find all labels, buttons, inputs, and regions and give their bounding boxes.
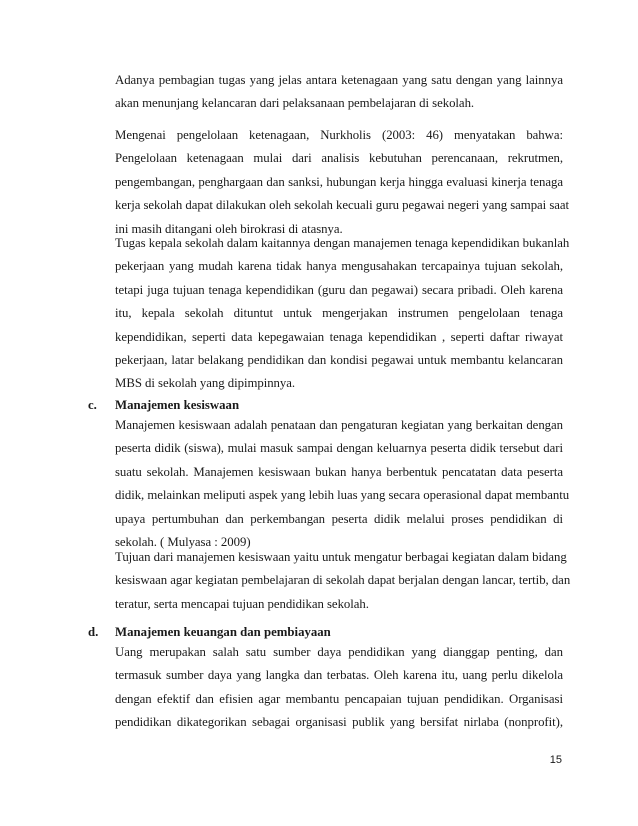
text-line: teratur, serta mencapai tujuan pendidikan sekolah. xyxy=(115,596,369,611)
text-line: Mengenai pengelolaan ketenagaan, Nurkholis (2003: 46) menyatakan bahwa: xyxy=(115,128,563,142)
paragraph-staff-management xyxy=(115,124,570,241)
text-line: upaya pertumbuhan dan perkembangan peserta didik melalui proses pendidikan di xyxy=(115,511,563,526)
paragraph-finance-management xyxy=(115,641,563,735)
text-line: Uang merupakan salah satu sumber daya pendidikan yang dianggap penting, dan xyxy=(115,645,563,659)
paragraph-student-management-goals xyxy=(115,546,571,616)
text-line: akan menunjang kelancaran dari pelaksanaan pembelajaran di sekolah. xyxy=(115,96,475,111)
text-line: itu, kepala sekolah dituntut untuk mengerjakan instrumen pengelolaan tenaga xyxy=(115,306,563,321)
paragraph-division-of-tasks xyxy=(115,69,563,116)
text-line: ini masih ditangani oleh birokrasi di atasnya. xyxy=(115,221,343,236)
text-line: kerja sekolah dapat dilakukan oleh sekolah kecuali guru pegawai negeri yang sampai saat xyxy=(115,198,570,213)
page-number: 15 xyxy=(549,754,562,766)
section-title: Manajemen keuangan dan pembiayaan xyxy=(115,625,331,639)
text-line: MBS di sekolah yang dipimpinnya. xyxy=(115,376,296,391)
text-line: Manajemen kesiswaan adalah penataan dan pengaturan kegiatan yang berkaitan dengan xyxy=(115,418,563,432)
text-line: Tujuan dari manajemen kesiswaan yaitu untuk mengatur berbagai kegiatan dalam bidang xyxy=(115,550,567,564)
text-line: pengembangan, penghargaan dan sanksi, hubungan kerja hingga evaluasi kinerja tenaga xyxy=(115,174,563,189)
text-line: sekolah. ( Mulyasa : 2009) xyxy=(115,534,251,549)
text-line: tetapi juga tujuan tenaga kependidikan (guru dan pegawai) secara pribadi. Oleh karena xyxy=(115,282,563,297)
text-line: peserta didik (siswa), mulai masuk sampai dengan keluarnya peserta didik tersebut dari xyxy=(115,441,563,456)
text-line: kependidikan, seperti data kepegawaian tenaga kependidikan , seperti daftar riwayat xyxy=(115,329,563,344)
paragraph-student-management-definition xyxy=(115,414,570,554)
text-line: Tugas kepala sekolah dalam kaitannya dengan manajemen tenaga kependidikan bukanlah xyxy=(115,236,570,250)
text-line: dengan efektif dan efisien agar membantu pencapaian tujuan pendidikan. Organisasi xyxy=(115,691,563,706)
text-line: Adanya pembagian tugas yang jelas antara ketenagaan yang satu dengan yang lainnya xyxy=(115,73,563,87)
text-line: pekerjaan, latar belakang pendidikan dan kondisi pegawai untuk membantu kelancaran xyxy=(115,352,563,367)
section-title: Manajemen kesiswaan xyxy=(115,398,240,412)
text-line: pekerjaan yang mudah karena tidak hanya mengusahakan tercapainya tujuan sekolah, xyxy=(115,259,563,274)
section-heading-finance-management xyxy=(88,622,331,642)
text-line: termasuk sumber daya yang langka dan terbatas. Oleh karena itu, uang perlu dikelola xyxy=(115,668,563,683)
section-letter: d. xyxy=(88,625,99,639)
section-heading-student-management xyxy=(88,395,239,415)
text-line: kesiswaan agar kegiatan pembelajaran di sekolah dapat berjalan dengan lancar, tertib, dan xyxy=(115,573,571,588)
text-line: Pengelolaan ketenagaan mulai dari analisis kebutuhan perencanaan, rekrutmen, xyxy=(115,151,563,166)
text-line: didik, melainkan meliputi aspek yang lebih luas yang secara operasional dapat membantu xyxy=(115,488,570,503)
paragraph-principal-duties xyxy=(115,232,570,396)
section-letter: c. xyxy=(88,398,97,412)
text-line: suatu sekolah. Manajemen kesiswaan bukan hanya berbentuk pencatatan data peserta xyxy=(115,464,563,479)
text-line: pendidikan dikategorikan sebagai organisasi publik yang bersifat nirlaba (nonprofit), xyxy=(115,715,563,730)
